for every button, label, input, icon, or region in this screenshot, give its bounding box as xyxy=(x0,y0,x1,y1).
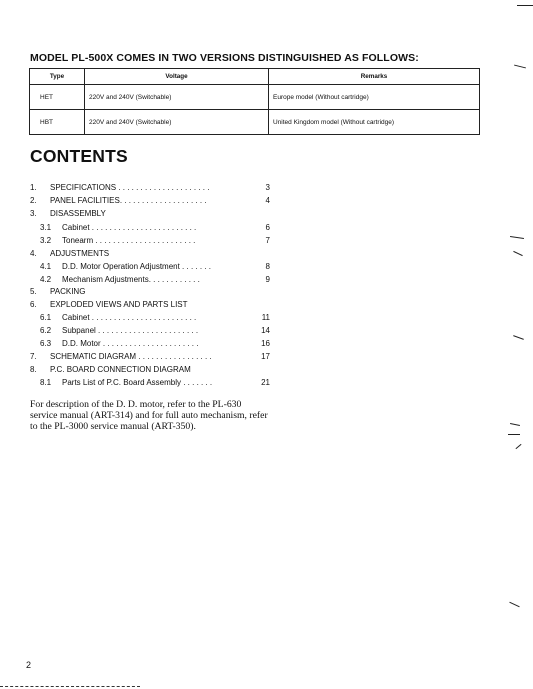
toc-page: 9 xyxy=(265,275,270,284)
toc-title: DISASSEMBLY xyxy=(50,209,106,218)
toc-title: Mechanism Adjustments xyxy=(62,275,149,284)
toc-number: 3.1 xyxy=(40,223,52,232)
contents-title: CONTENTS xyxy=(30,146,128,166)
toc-entry xyxy=(30,235,270,247)
toc-page: 21 xyxy=(261,378,270,387)
toc-page: 14 xyxy=(261,326,270,335)
toc-number: 1. xyxy=(30,183,37,192)
toc-number: 8.1 xyxy=(40,378,52,387)
toc-page: 7 xyxy=(265,236,270,245)
toc-page: 3 xyxy=(265,183,270,192)
scan-mark xyxy=(517,5,533,6)
toc-entry xyxy=(30,325,270,337)
toc-page: 4 xyxy=(265,196,270,205)
scan-mark xyxy=(515,444,521,449)
toc-number: 2. xyxy=(30,196,37,205)
toc-page: 8 xyxy=(265,262,270,271)
toc-entry xyxy=(30,299,270,311)
toc-leader: . . . . . . . xyxy=(181,378,213,387)
toc-entry xyxy=(30,222,270,234)
toc-title: Cabinet xyxy=(62,223,90,232)
column-header-type: Type xyxy=(30,69,85,85)
section-heading: MODEL PL-500X COMES IN TWO VERSIONS DISTINGUISHED AS FOLLOWS: xyxy=(30,52,419,64)
toc-leader: . . . . . . . . . . . . . . . . . . . . . . . xyxy=(93,236,196,245)
toc-entry xyxy=(30,208,270,220)
cell-voltage: 220V and 240V (Switchable) xyxy=(85,110,269,135)
toc-number: 6. xyxy=(30,300,37,309)
description-paragraph: For description of the D. D. motor, refer to the PL-630 service manual (ART-314) and for full auto mechanism, refer to the PL-3000 service manual (ART-350). xyxy=(30,399,268,433)
toc-page: 17 xyxy=(261,352,270,361)
toc-leader: . . . . . . . . . . . . xyxy=(148,275,200,284)
toc-number: 6.2 xyxy=(40,326,52,335)
toc-number: 4.2 xyxy=(40,275,52,284)
toc-leader: . . . . . . . . . . . . . . . . . . . . . . . xyxy=(95,326,199,335)
toc-page: 6 xyxy=(265,223,270,232)
scan-mark xyxy=(513,251,522,256)
scan-mark xyxy=(510,423,520,426)
toc-leader: . . . . . . . . . . . . . . . . . . . . . . xyxy=(100,339,199,348)
toc-number: 6.1 xyxy=(40,313,52,322)
table-row xyxy=(30,85,480,110)
toc-title: Subpanel xyxy=(62,326,96,335)
cell-remarks: United Kingdom model (Without cartridge) xyxy=(269,110,480,135)
toc-title: SPECIFICATIONS xyxy=(50,183,117,192)
toc-title: ADJUSTMENTS xyxy=(50,249,110,258)
toc-number: 6.3 xyxy=(40,339,52,348)
toc-entry xyxy=(30,338,270,350)
toc-number: 8. xyxy=(30,365,37,374)
toc-number: 3.2 xyxy=(40,236,52,245)
toc-leader: . . . . . . . xyxy=(179,262,211,271)
toc-entry xyxy=(30,248,270,260)
column-header-voltage: Voltage xyxy=(85,69,269,85)
toc-entry xyxy=(30,286,270,298)
toc-number: 4. xyxy=(30,249,37,258)
toc-entry xyxy=(30,182,270,194)
toc-title: SCHEMATIC DIAGRAM xyxy=(50,352,137,361)
toc-title: PANEL FACILITIES xyxy=(50,196,120,205)
toc-number: 7. xyxy=(30,352,37,361)
toc-entry xyxy=(30,364,270,376)
scan-mark xyxy=(508,434,520,435)
cell-type: HET xyxy=(30,85,85,110)
toc-entry xyxy=(30,351,270,363)
cell-remarks: Europe model (Without cartridge) xyxy=(269,85,480,110)
scan-mark xyxy=(0,686,140,687)
toc-entry xyxy=(30,377,270,389)
toc-entry xyxy=(30,312,270,324)
toc-number: 5. xyxy=(30,287,37,296)
table-row xyxy=(30,110,480,135)
toc-title: D.D. Motor xyxy=(62,339,101,348)
toc-page: 16 xyxy=(261,339,270,348)
table-header-row xyxy=(30,69,480,85)
toc-title: PACKING xyxy=(50,287,86,296)
toc-leader: . . . . . . . . . . . . . . . . . . . . . xyxy=(116,183,210,192)
toc-number: 4.1 xyxy=(40,262,52,271)
toc-title: Parts List of P.C. Board Assembly xyxy=(62,378,182,387)
scan-mark xyxy=(513,335,524,340)
toc-entry xyxy=(30,195,270,207)
toc-title: P.C. BOARD CONNECTION DIAGRAM xyxy=(50,365,191,374)
versions-table xyxy=(29,68,480,135)
toc-title: Cabinet xyxy=(62,313,90,322)
toc-title: D.D. Motor Operation Adjustment xyxy=(62,262,180,271)
column-header-remarks: Remarks xyxy=(269,69,480,85)
toc-leader: . . . . . . . . . . . . . . . . . . . . xyxy=(119,196,207,205)
toc-entry xyxy=(30,261,270,273)
toc-title: Tonearm xyxy=(62,236,94,245)
scan-mark xyxy=(514,65,526,69)
page-number: 2 xyxy=(26,660,32,670)
cell-type: HBT xyxy=(30,110,85,135)
toc-page: 11 xyxy=(261,313,270,322)
toc-entry xyxy=(30,274,270,286)
toc-leader: . . . . . . . . . . . . . . . . . . . . . . . . xyxy=(89,223,197,232)
toc-title: EXPLODED VIEWS AND PARTS LIST xyxy=(50,300,188,309)
scan-mark xyxy=(510,236,524,239)
toc-leader: . . . . . . . . . . . . . . . . . . . . . . . . xyxy=(89,313,197,322)
cell-voltage: 220V and 240V (Switchable) xyxy=(85,85,269,110)
toc-leader: . . . . . . . . . . . . . . . . . xyxy=(136,352,212,361)
scan-mark xyxy=(509,602,519,608)
toc-number: 3. xyxy=(30,209,37,218)
